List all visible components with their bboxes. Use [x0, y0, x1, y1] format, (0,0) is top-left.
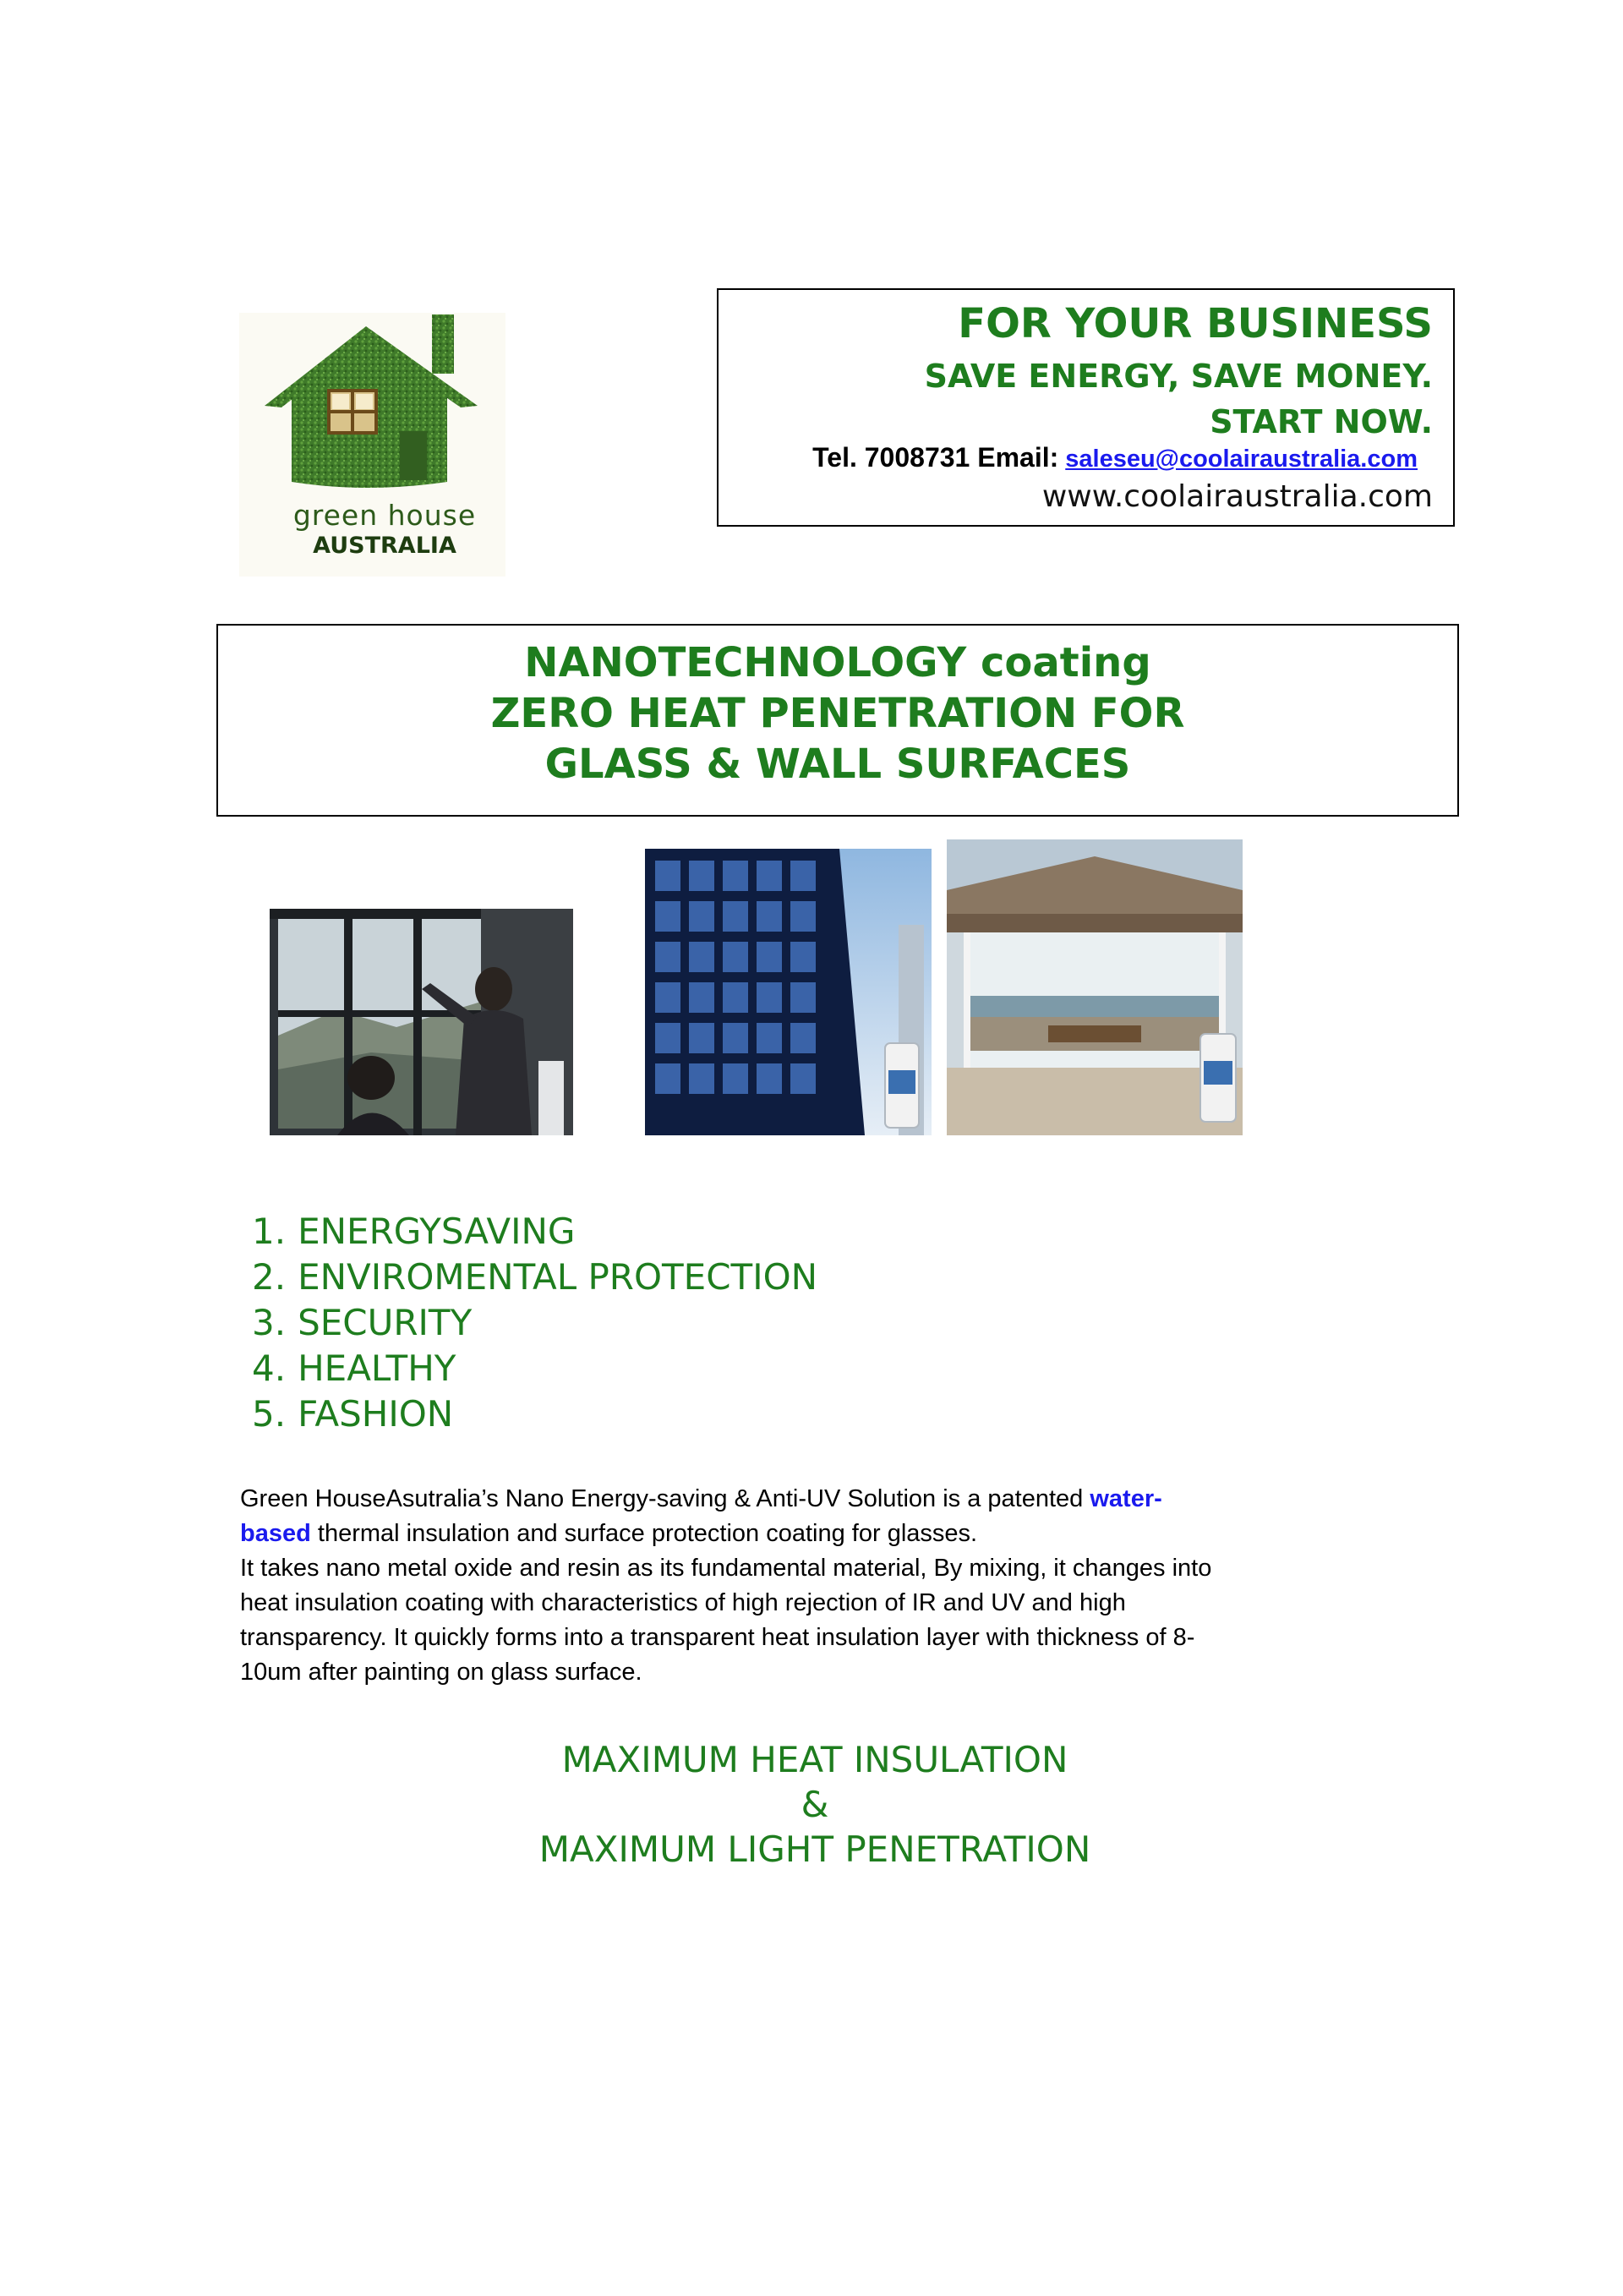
feature-list [240, 1209, 817, 1437]
description-text: Green HouseAsutralia’s Nano Energy-saving & Anti-UV Solution is a patented [240, 1485, 1090, 1512]
logo-text-line2: AUSTRALIA [313, 533, 456, 559]
feature-number: 1. [252, 1211, 287, 1252]
photo-glass-building [645, 849, 932, 1135]
feature-item [240, 1346, 817, 1391]
nano-title-line3: GLASS & WALL SURFACES [544, 741, 1131, 788]
feature-number: 3. [252, 1302, 287, 1343]
feature-label: HEALTHY [298, 1348, 456, 1389]
feature-label: ENERGYSAVING [298, 1211, 576, 1252]
feature-number: 4. [252, 1348, 287, 1389]
description-line: 10um after painting on glass surface. [240, 1659, 642, 1686]
description-line: heat insulation coating with characteristics of high rejection of IR and UV and high [240, 1589, 1126, 1616]
feature-item [240, 1255, 817, 1300]
feature-number: 5. [252, 1393, 287, 1435]
green-house-logo [239, 313, 505, 577]
tagline-ampersand: & [801, 1784, 829, 1825]
nanotechnology-title-box [216, 624, 1459, 817]
closing-tagline [240, 1737, 1390, 1872]
description-line: transparency. It quickly forms into a transparent heat insulation layer with thickness of 8- [240, 1624, 1195, 1651]
email-link[interactable]: saleseu@coolairaustralia.com [1065, 446, 1418, 473]
business-slogan-1: SAVE ENERGY, SAVE MONEY. [924, 358, 1433, 395]
house-icon [239, 313, 505, 507]
logo-text-line1: green house [292, 499, 477, 532]
feature-item [240, 1209, 817, 1255]
description-line [240, 1482, 1390, 1517]
feature-item [240, 1391, 817, 1437]
business-heading: FOR YOUR BUSINESS [958, 300, 1433, 347]
feature-item [240, 1300, 817, 1346]
highlight-based: based [240, 1520, 311, 1547]
feature-number: 2. [252, 1256, 287, 1298]
website-link[interactable]: www.coolairaustralia.com [1041, 479, 1433, 514]
feature-label: ENVIROMENTAL PROTECTION [298, 1256, 818, 1298]
tagline-line3: MAXIMUM LIGHT PENETRATION [538, 1829, 1091, 1870]
highlight-water: water- [1090, 1485, 1162, 1512]
product-description [240, 1482, 1390, 1690]
business-info-box [717, 288, 1455, 527]
description-line: It takes nano metal oxide and resin as its fundamental material, By mixing, it changes into [240, 1555, 1212, 1582]
feature-label: FASHION [298, 1393, 454, 1435]
nano-title-line1: NANOTECHNOLOGY coating [524, 639, 1151, 686]
description-line [240, 1517, 1390, 1551]
business-slogan-2: START NOW. [1210, 403, 1433, 440]
feature-label: SECURITY [298, 1302, 473, 1343]
tel-label: Tel. 7008731 Email: [812, 442, 1059, 473]
description-text: thermal insulation and surface protection coating for glasses. [310, 1520, 978, 1547]
photo-window-application [270, 909, 573, 1135]
contact-line [812, 442, 1418, 473]
photo-glass-pavilion [947, 839, 1243, 1135]
tagline-line1: MAXIMUM HEAT INSULATION [561, 1739, 1068, 1780]
nano-title-line2: ZERO HEAT PENETRATION FOR [490, 690, 1185, 737]
